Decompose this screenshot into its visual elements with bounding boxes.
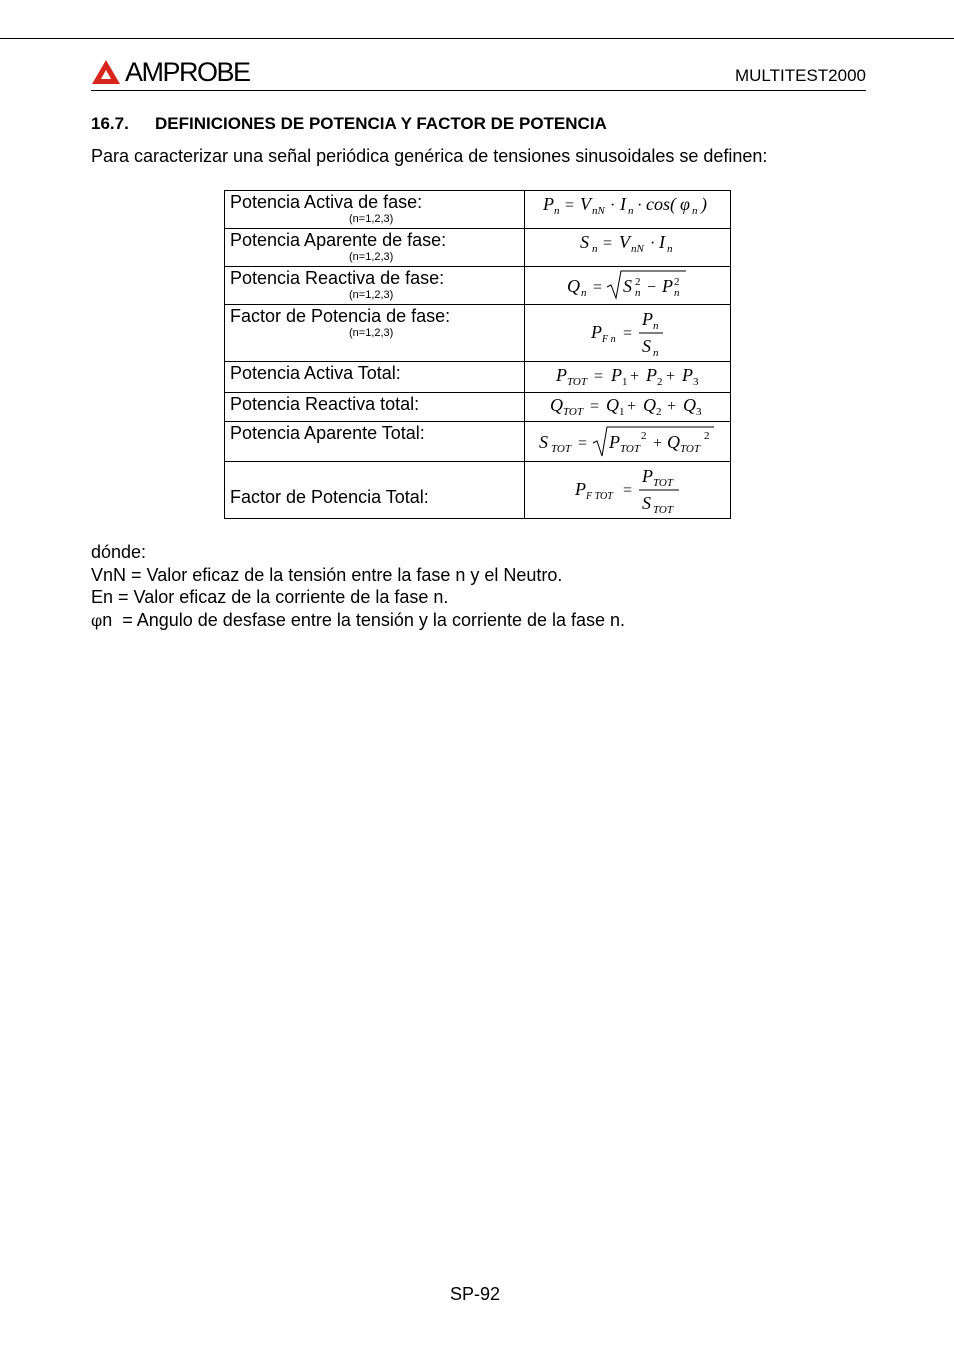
definition-label-cell bbox=[225, 267, 525, 305]
intro-paragraph: Para caracterizar una señal periódica genérica de tensiones sinusoidales se definen: bbox=[91, 146, 768, 166]
definition-label: Potencia Aparente Total: bbox=[230, 423, 425, 443]
total-active-power-formula bbox=[525, 362, 730, 391]
svg-text:): ) bbox=[701, 194, 707, 214]
svg-text:=: = bbox=[623, 325, 633, 342]
note-phi-text: n = Angulo de desfase entre la tensión y la corriente de la fase n. bbox=[102, 609, 626, 630]
svg-text:I: I bbox=[659, 232, 665, 252]
definition-label-cell bbox=[225, 462, 525, 519]
svg-text:+: + bbox=[630, 368, 640, 385]
svg-text:=: = bbox=[594, 368, 604, 385]
svg-text:n: n bbox=[592, 243, 598, 255]
table-row bbox=[225, 362, 731, 393]
svg-text:V: V bbox=[580, 194, 591, 214]
definition-label: Factor de Potencia de fase: bbox=[230, 306, 451, 326]
definitions-notes bbox=[91, 541, 625, 632]
svg-text:=: = bbox=[590, 398, 600, 415]
definition-label-cell bbox=[225, 362, 525, 393]
formula-cell bbox=[525, 462, 731, 519]
section-heading bbox=[91, 114, 607, 134]
table-row bbox=[225, 462, 731, 519]
svg-text:φ: φ bbox=[680, 194, 690, 214]
svg-text:3: 3 bbox=[696, 406, 702, 418]
svg-text:S: S bbox=[539, 432, 548, 452]
phase-power-factor-formula bbox=[525, 305, 730, 360]
svg-text:V: V bbox=[619, 232, 630, 252]
svg-text:P: P bbox=[662, 276, 673, 296]
power-definitions-table bbox=[224, 190, 731, 519]
svg-text:TOT: TOT bbox=[620, 443, 640, 455]
svg-text:n: n bbox=[628, 205, 634, 217]
svg-text:TOT: TOT bbox=[567, 376, 587, 388]
svg-text:P: P bbox=[611, 365, 622, 385]
svg-text:1: 1 bbox=[622, 376, 628, 388]
svg-text:2: 2 bbox=[641, 430, 647, 442]
table-row bbox=[225, 267, 731, 305]
svg-text:·: · bbox=[610, 197, 616, 214]
svg-text:cos(: cos( bbox=[646, 194, 676, 214]
svg-text:S: S bbox=[642, 493, 651, 513]
svg-text:1: 1 bbox=[619, 406, 625, 418]
svg-text:n: n bbox=[667, 243, 673, 255]
svg-text:=: = bbox=[623, 482, 633, 499]
phase-index-note: (n=1,2,3) bbox=[349, 327, 394, 339]
note-phi bbox=[91, 609, 625, 633]
svg-text:2: 2 bbox=[674, 276, 680, 288]
top-rule bbox=[0, 38, 954, 39]
svg-text:S: S bbox=[623, 276, 632, 296]
table-row bbox=[225, 422, 731, 462]
svg-text:TOT: TOT bbox=[653, 504, 673, 516]
svg-text:TOT: TOT bbox=[563, 406, 583, 418]
svg-text:2: 2 bbox=[704, 430, 710, 442]
svg-text:I: I bbox=[620, 194, 626, 214]
definition-label: Potencia Reactiva total: bbox=[230, 394, 420, 414]
svg-text:+: + bbox=[653, 435, 663, 452]
svg-text:n: n bbox=[674, 287, 680, 299]
svg-text:P: P bbox=[642, 309, 653, 329]
svg-text:Q: Q bbox=[667, 432, 680, 452]
definition-label-cell bbox=[225, 229, 525, 267]
formula-cell bbox=[525, 422, 731, 462]
definition-label: Potencia Aparente de fase: bbox=[230, 230, 447, 250]
table-row bbox=[225, 191, 731, 229]
svg-text:n: n bbox=[692, 205, 698, 217]
svg-text:2: 2 bbox=[656, 406, 662, 418]
svg-text:Q: Q bbox=[606, 395, 619, 415]
svg-text:n: n bbox=[653, 320, 659, 332]
svg-text:P: P bbox=[591, 322, 602, 342]
svg-text:TOT: TOT bbox=[551, 443, 571, 455]
formula-cell bbox=[525, 229, 731, 267]
svg-text:n: n bbox=[581, 287, 587, 299]
svg-text:Q: Q bbox=[550, 395, 563, 415]
svg-text:Q: Q bbox=[643, 395, 656, 415]
definition-label-cell bbox=[225, 422, 525, 462]
svg-text:P: P bbox=[575, 479, 586, 499]
svg-text:P: P bbox=[642, 466, 653, 486]
definition-label-cell bbox=[225, 393, 525, 422]
formula-cell bbox=[525, 267, 731, 305]
active-power-phase-formula bbox=[525, 191, 730, 227]
page-number: SP-92 bbox=[450, 1284, 501, 1304]
formula-cell bbox=[525, 393, 731, 422]
page-header bbox=[91, 52, 866, 91]
brand-logo bbox=[91, 56, 250, 88]
svg-text:P: P bbox=[543, 194, 554, 214]
section-title: DEFINICIONES DE POTENCIA Y FACTOR DE POTENCIA bbox=[155, 114, 607, 133]
svg-text:+: + bbox=[666, 368, 676, 385]
svg-text:P: P bbox=[609, 432, 620, 452]
definition-label-cell bbox=[225, 305, 525, 362]
svg-text:F TOT: F TOT bbox=[586, 491, 613, 502]
apparent-power-phase-formula bbox=[525, 229, 730, 265]
svg-text:P: P bbox=[556, 365, 567, 385]
note-vnn: VnN = Valor eficaz de la tensión entre la fase n y el Neutro. bbox=[91, 564, 563, 585]
svg-text:2: 2 bbox=[635, 276, 641, 288]
table-row bbox=[225, 229, 731, 267]
svg-text:F n: F n bbox=[602, 334, 616, 345]
warning-triangle-icon bbox=[91, 59, 121, 85]
formula-cell bbox=[525, 305, 731, 362]
phase-index-note: (n=1,2,3) bbox=[349, 251, 394, 263]
svg-text:·: · bbox=[637, 197, 643, 214]
svg-text:3: 3 bbox=[693, 376, 699, 388]
svg-text:nN: nN bbox=[592, 205, 605, 217]
svg-text:TOT: TOT bbox=[653, 477, 673, 489]
svg-text:TOT: TOT bbox=[680, 443, 700, 455]
svg-text:+: + bbox=[627, 398, 637, 415]
definition-label: Potencia Activa de fase: bbox=[230, 192, 423, 212]
logo-text: AMPROBE bbox=[125, 57, 250, 87]
table-row bbox=[225, 393, 731, 422]
phase-index-note: (n=1,2,3) bbox=[349, 289, 394, 301]
svg-text:n: n bbox=[653, 347, 659, 359]
svg-text:Q: Q bbox=[567, 276, 580, 296]
svg-text:Q: Q bbox=[683, 395, 696, 415]
definition-label: Potencia Reactiva de fase: bbox=[230, 268, 445, 288]
svg-text:=: = bbox=[603, 235, 613, 252]
svg-text:S: S bbox=[580, 232, 589, 252]
note-en: En = Valor eficaz de la corriente de la fase n. bbox=[91, 587, 449, 607]
definition-label-cell bbox=[225, 191, 525, 229]
svg-text:P: P bbox=[646, 365, 657, 385]
svg-text:2: 2 bbox=[657, 376, 663, 388]
svg-text:·: · bbox=[650, 235, 656, 252]
svg-text:=: = bbox=[593, 279, 603, 296]
definition-label: Factor de Potencia Total: bbox=[230, 487, 429, 507]
total-apparent-power-formula bbox=[525, 422, 730, 460]
definition-label: Potencia Activa Total: bbox=[230, 363, 401, 383]
svg-text:−: − bbox=[647, 279, 657, 296]
notes-heading: dónde: bbox=[91, 542, 147, 562]
svg-text:P: P bbox=[682, 365, 693, 385]
svg-text:+: + bbox=[667, 398, 677, 415]
reactive-power-phase-formula bbox=[525, 267, 730, 303]
total-reactive-power-formula bbox=[525, 393, 730, 420]
total-power-factor-formula bbox=[525, 462, 730, 517]
table-row bbox=[225, 305, 731, 362]
formula-cell bbox=[525, 191, 731, 229]
phi-symbol: φ bbox=[91, 610, 103, 630]
svg-text:nN: nN bbox=[631, 243, 644, 255]
svg-text:=: = bbox=[565, 197, 575, 214]
svg-text:S: S bbox=[642, 336, 651, 356]
svg-text:n: n bbox=[554, 205, 560, 217]
svg-text:n: n bbox=[635, 287, 641, 299]
section-number: 16.7. bbox=[91, 114, 129, 133]
formula-cell bbox=[525, 362, 731, 393]
phase-index-note: (n=1,2,3) bbox=[349, 213, 394, 225]
product-name: MULTITEST2000 bbox=[734, 66, 866, 85]
svg-text:=: = bbox=[578, 435, 588, 452]
